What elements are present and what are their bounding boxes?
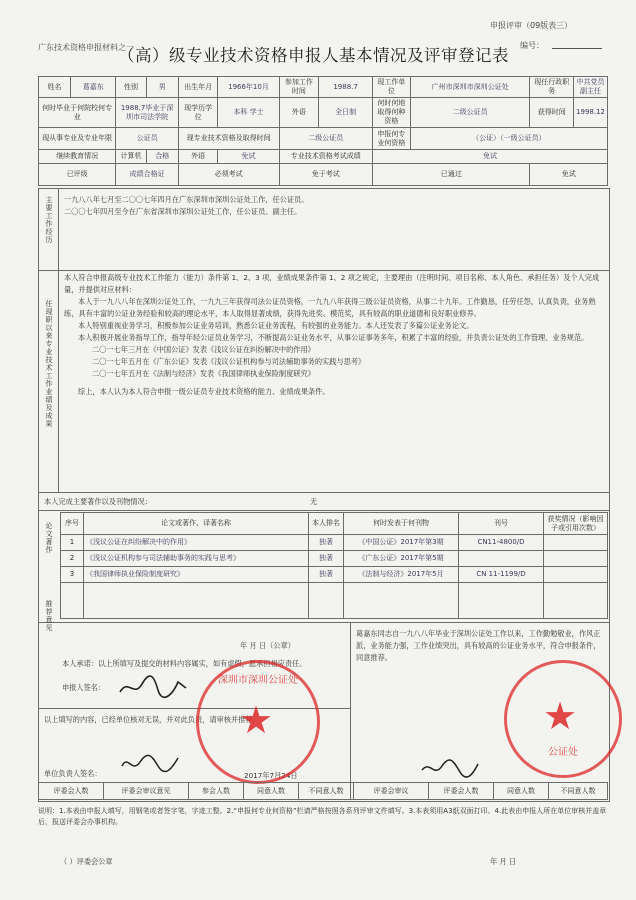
apply-label: 申报何专业何资格 [373,128,411,150]
footer-cell: 同意人数 [494,783,549,800]
ext-value: 全日制 [319,98,373,128]
thesis-label: 论文著作 [45,522,53,554]
apply-value: （公证）（一级公证员） [410,128,607,150]
thesis-cell: 3 [61,567,84,583]
table-row [61,567,608,583]
summary-label: 任现职以来专业技术工作业绩及成果 [45,300,53,428]
work-history-item: 二〇〇七年四月至今在广东省深圳市深圳公证处工作，任公证员、副主任。 [64,207,302,216]
thesis-table [60,512,608,619]
thesis-cell: 《法制与经济》2017年5月 [344,567,459,583]
thesis-col-header: 本人排名 [309,513,344,535]
table-row [61,583,608,619]
divider [350,622,351,800]
thesis-cell: 独著 [309,551,344,567]
thesis-col-header: 何时发表于何刊物 [344,513,459,535]
thesis-cell: 2 [61,551,84,567]
page-title: （高）级专业技术资格申报人基本情况及评审登记表 [118,46,509,65]
exempt-b: 免于考试 [279,164,372,186]
exempt-c: 已通过 [373,164,530,186]
thesis-col-header: 论文或著作、译著名称 [84,513,309,535]
divider [38,270,610,271]
footer-cell: 不同意人数 [299,783,354,800]
thesis-cell: CN 11-1199/D [459,567,544,583]
table-row [61,535,608,551]
thesis-col-header: 刊号 [459,513,544,535]
thesis-cell: 独著 [309,535,344,551]
footer-cell: 参会人数 [189,783,244,800]
summary-paragraph: 二〇一七年五月在《广东公证》发表《浅议公证机构参与司法辅助事务的实践与思考》 [92,357,366,366]
thesis-col-header: 序号 [61,513,84,535]
summary-block [64,272,600,398]
thesis-cell: 《我国律师执业保险制度研究》 [84,567,309,583]
unit-label: 现工作单位 [373,77,411,98]
unit-date: 2017年7月24日 [244,771,298,780]
birth-value: 1966年10月 [218,77,279,98]
exam-note-label: 专业技术资格考试成绩 [279,150,372,164]
unit-signature [120,752,180,780]
exempt-value: 成绩合格证 [116,164,178,186]
stamp-star-icon: ★ [543,694,578,738]
unit-text: 以上填写的内容，已经单位核对无误，并对此负责，请审核并推荐。 [44,715,260,724]
unit-sig-label: 单位负责人签名： [44,769,102,778]
committee-signature [420,758,480,784]
gender-label: 性别 [116,77,146,98]
work-history-label: 主要工作经历 [45,196,53,244]
header-right-note: 申报评审（09版表三） [490,21,573,30]
committee-stamp [504,660,622,778]
footer-cell: 评委会审议 [354,783,429,800]
footer-cell: 评委会人数 [429,783,494,800]
footer-cell: 评委会审议意见 [104,783,189,800]
summary-paragraph: 本人特别重视业务学习，积极参加公证业务培训，熟悉公证业务流程，有较强的业务能力。本人还发表了多篇公证业务论文。 [78,321,474,330]
computer-value: 合格 [146,150,178,164]
number-label: 编号： [520,41,544,50]
foreign-label: 外语 [178,150,218,164]
promise-text: 本人承诺：以上所填写及提交的材料内容属实，如有虚假，愿承担相应责任。 [62,659,307,668]
divider [38,510,610,511]
exempt-d: 免试 [530,164,608,186]
divider [38,492,610,493]
thesis-section-label: 本人完成主要著作以及刊物情况： [44,497,152,506]
footer-cell: 不同意人数 [549,783,608,800]
current-title-value: 二级公证员 [279,128,372,150]
current-title-label: 现专业技术资格及取得时间 [178,128,279,150]
work-start-value: 1988.7 [319,77,373,98]
work-history-list [64,194,600,218]
unit-stamp [196,660,320,784]
promise-sig-label: 申报人签名： [62,683,106,692]
thesis-cell: CN11-4800/D [459,535,544,551]
summary-closing: 综上，本人认为本人符合申报一级公证员专业技术资格的能力、业绩成果条件。 [78,387,330,396]
recommend-label: 推荐意见 [45,600,53,632]
school-value: 1988.7毕业于深圳市司法学院 [116,98,178,128]
admin-label: 现任行政职务 [530,77,574,98]
divider [58,188,59,270]
exam-label: 何时何地取得何种资格 [373,98,411,128]
footer-committee-seal: （ ）评委会公章 [60,857,113,866]
thesis-col-header: 获奖情况（影响因子或引用次数） [544,513,608,535]
name-value: 葛嘉东 [71,77,116,98]
ext-label: 外语 [279,98,319,128]
recommend-text: 葛嘉东同志自一九八八年毕业于深圳公证处工作以来，工作勤勉敬业，作风正派，业务能力强，工作业绩突出，具有较高的公证业务水平，符合申报条件，同意推荐。 [356,629,601,662]
footer-date: 年 月 日 [490,857,517,866]
degree-label: 现学历学位 [178,98,218,128]
name-label: 姓名 [39,77,71,98]
thesis-cell: 《广东公证》2017年第5期 [344,551,459,567]
thesis-cell [544,567,608,583]
stamp-star-icon: ★ [239,698,274,742]
birth-label: 出生年月 [178,77,218,98]
unit-value: 广州市深圳市深圳公证处 [410,77,530,98]
unit-stamp-text: 深圳市深圳公证处 [218,675,298,686]
promise-date: 年 月 日（公章） [240,641,295,650]
thesis-cell: 1 [61,535,84,551]
cont-label: 继续教育情况 [39,150,116,164]
prof-value: 公证员 [116,128,178,150]
applicant-signature [118,674,188,705]
exam-note-value: 免试 [373,150,608,164]
prof-label: 现从事专业及专业年限 [39,128,116,150]
thesis-cell: 《浅议公证机构参与司法辅助事务的实践与思考》 [84,551,309,567]
committee-stamp-text: 公证处 [548,747,578,758]
thesis-cell: 《浅议公证在纠纷解决中的作用》 [84,535,309,551]
footer-table [38,782,608,800]
summary-paragraph: 二〇一七年三月在《中国公证》发表《浅议公证在纠纷解决中的作用》 [92,345,315,354]
table-row [61,551,608,567]
header-left-note: 广东技术资格申报材料之一 [38,43,134,52]
thesis-cell: 《中国公证》2017年第3期 [344,535,459,551]
footer-cell: 评委会人数 [39,783,104,800]
footnote: 说明：1.本表由申报人填写，用钢笔或者签字笔，字迹工整。2.“申报何专业何资格”栏请严格按照各系列评审文件填写。3.本表须用A3纸双面打印。4.此表由申报人所在单位审核并盖章后，报送评委会办事机构。 [38,807,607,826]
work-start-label: 参加工作时间 [279,77,319,98]
summary-paragraph: 二〇一七年五月在《法制与经济》发表《我国律师执业保险制度研究》 [92,369,315,378]
thesis-cell: 独著 [309,567,344,583]
footer-cell: 同意人数 [244,783,299,800]
divider [58,270,59,492]
thesis-cell [544,535,608,551]
exempt-label: 已评级 [39,164,116,186]
cert-label: 获得时间 [530,98,574,128]
thesis-cell [544,551,608,567]
degree-value: 本科 学士 [218,98,279,128]
cert-value: 1998.12 [574,98,608,128]
summary-lead: 本人符合申报高级专业技术工作能力（能力）条件第 1、2、3 项，业绩成果条件第 1、2 项之规定，主要理由（注明时间、项目名称、本人角色、承担任务）及个人完成量，并提供对应材料： [64,273,600,294]
summary-paragraph: 本人于一九八八年在深圳公证处工作，一九九三年获得司法公证员资格，一九九八年获得三级公证员资格，从事二十九年。工作勤恳，任劳任怨，认真负责，业务熟练，具有丰富的公证业务经验和较高的理论水平，本人取得显著成绩，获得先进奖、模范奖，具有较高的职业道德和良好职业修养。 [64,297,596,318]
work-history-item: 一九八八年七月至二〇〇七年四月在广东深圳市深圳公证处工作，任公证员。 [64,195,309,204]
computer-label: 计算机 [116,150,146,164]
admin-value: 中共党员副主任 [574,77,608,98]
thesis-none: 无 [310,497,318,506]
gender-value: 男 [146,77,178,98]
school-label: 何时毕业于何院校何专业 [39,98,116,128]
divider [38,622,610,623]
thesis-cell [459,551,544,567]
exempt-a: 必须考试 [178,164,279,186]
number-underline [552,48,602,49]
exam-value: 二级公证员 [410,98,530,128]
summary-paragraph: 本人积极开展业务指导工作，指导年轻公证员业务学习，不断提高公证业务水平，从事公证事务多年，积累了丰富的经验，并负责公证处的工作管理、业务规范。 [78,333,589,342]
foreign-value: 免试 [218,150,279,164]
basic-info-table [38,76,608,186]
